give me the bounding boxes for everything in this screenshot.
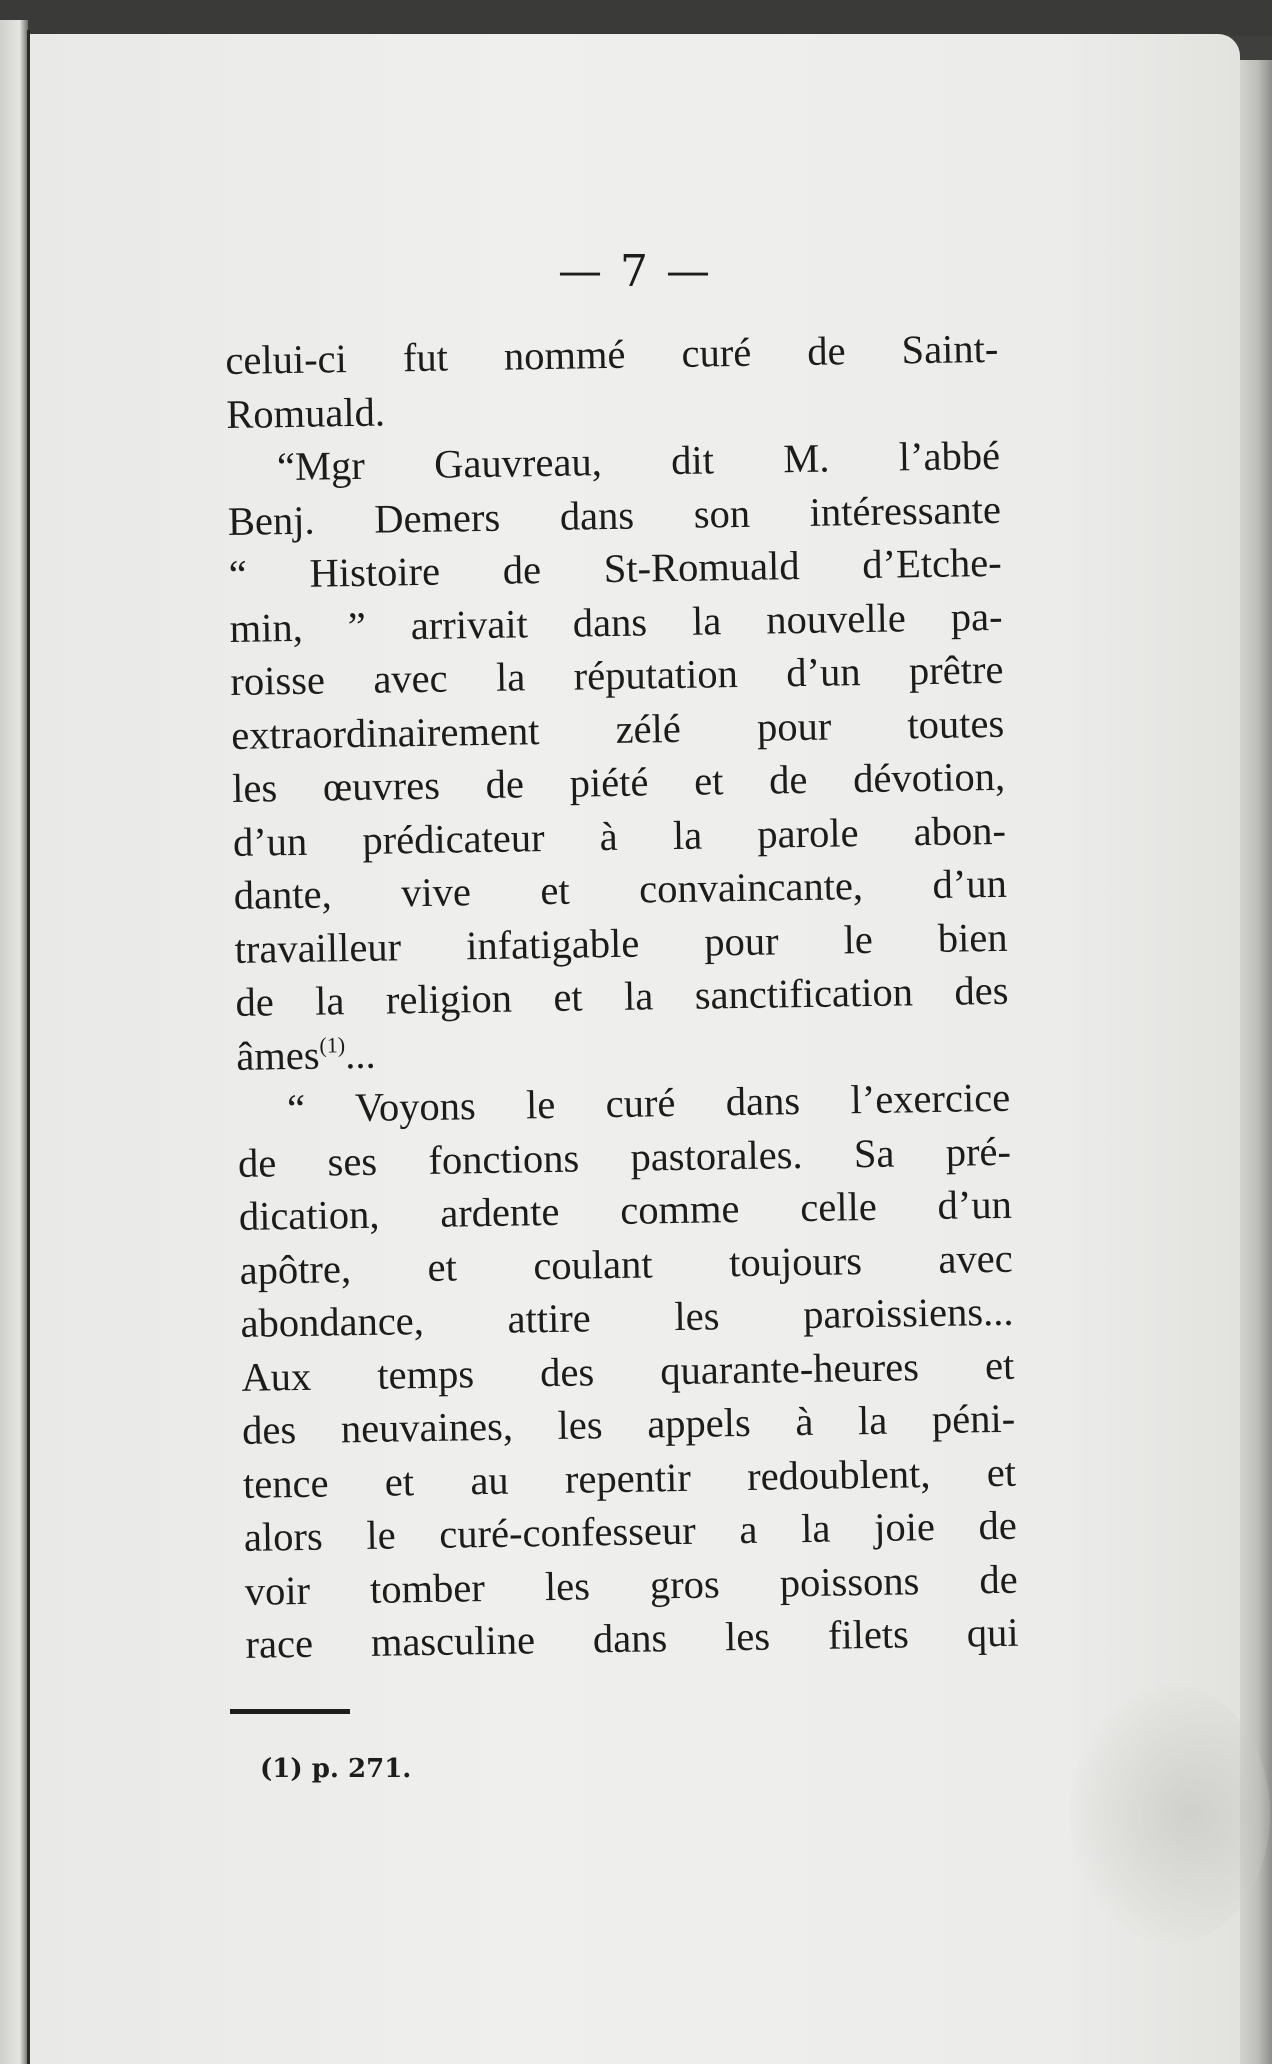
text-line: roisse avec la réputation d’un prêtre	[230, 646, 1004, 704]
text-line: celui-ci fut nommé curé de Saint-	[225, 325, 999, 383]
text-line: dication, ardente comme celle d’un	[238, 1181, 1013, 1239]
body-text	[225, 322, 1019, 1671]
facing-page-edge	[0, 20, 28, 2064]
footnote-reference: (1)	[319, 1031, 346, 1058]
text-line: alors le curé-confesseur a la joie de	[243, 1502, 1018, 1560]
text-line: min, ” arrivait dans la nouvelle pa-	[229, 593, 1003, 651]
text-line: apôtre, et coulant toujours avec	[239, 1235, 1013, 1293]
ellipsis: ...	[344, 1031, 376, 1077]
text-line: dante, vive et convaincante, d’un	[233, 860, 1008, 918]
text-line: d’un prédicateur à la parole abon-	[232, 807, 1007, 865]
page-number: — 7 —	[558, 246, 712, 297]
text-line: race masculine dans les filets qui	[245, 1609, 1019, 1667]
quoted-paragraph	[237, 1071, 1019, 1672]
text-line: des neuvaines, les appels à la péni-	[241, 1395, 1016, 1453]
text-line: les œuvres de piété et de dévotion,	[231, 753, 1006, 811]
text-fragment: âmes	[235, 1032, 320, 1079]
paper-stain	[1070, 1684, 1270, 1944]
text-line: extraordinairement zélé pour toutes	[230, 700, 1005, 758]
footnote-separator	[230, 1709, 350, 1714]
text-line: Benj. Demers dans son intéressante	[227, 486, 1002, 544]
book-page	[30, 34, 1240, 2064]
text-line: de ses fonctions pastorales. Sa pré-	[237, 1128, 1012, 1186]
text-line: “Mgr Gauvreau, dit M. l’abbé	[276, 432, 1001, 490]
text-line: travailleur infatigable pour le bien	[234, 914, 1008, 972]
text-line: abondance, attire les paroissiens...	[240, 1288, 1014, 1346]
text-line: “ Histoire de St-Romuald d’Etche-	[228, 539, 1003, 597]
scan-background	[0, 0, 1272, 36]
footnote: (1) p. 271.	[260, 1754, 412, 1784]
text-line: tence et au repentir redoublent, et	[242, 1449, 1017, 1507]
text-line: Aux temps des quarante-heures et	[241, 1342, 1015, 1400]
text-line: Romuald.	[225, 389, 386, 437]
quoted-paragraph	[227, 429, 1010, 1083]
paragraph	[225, 322, 1000, 441]
text-line: de la religion et la sanctification des	[235, 967, 1009, 1025]
text-line: voir tomber les gros poissons de	[244, 1556, 1019, 1614]
text-line: “ Voyons le curé dans l’exercice	[286, 1074, 1011, 1132]
